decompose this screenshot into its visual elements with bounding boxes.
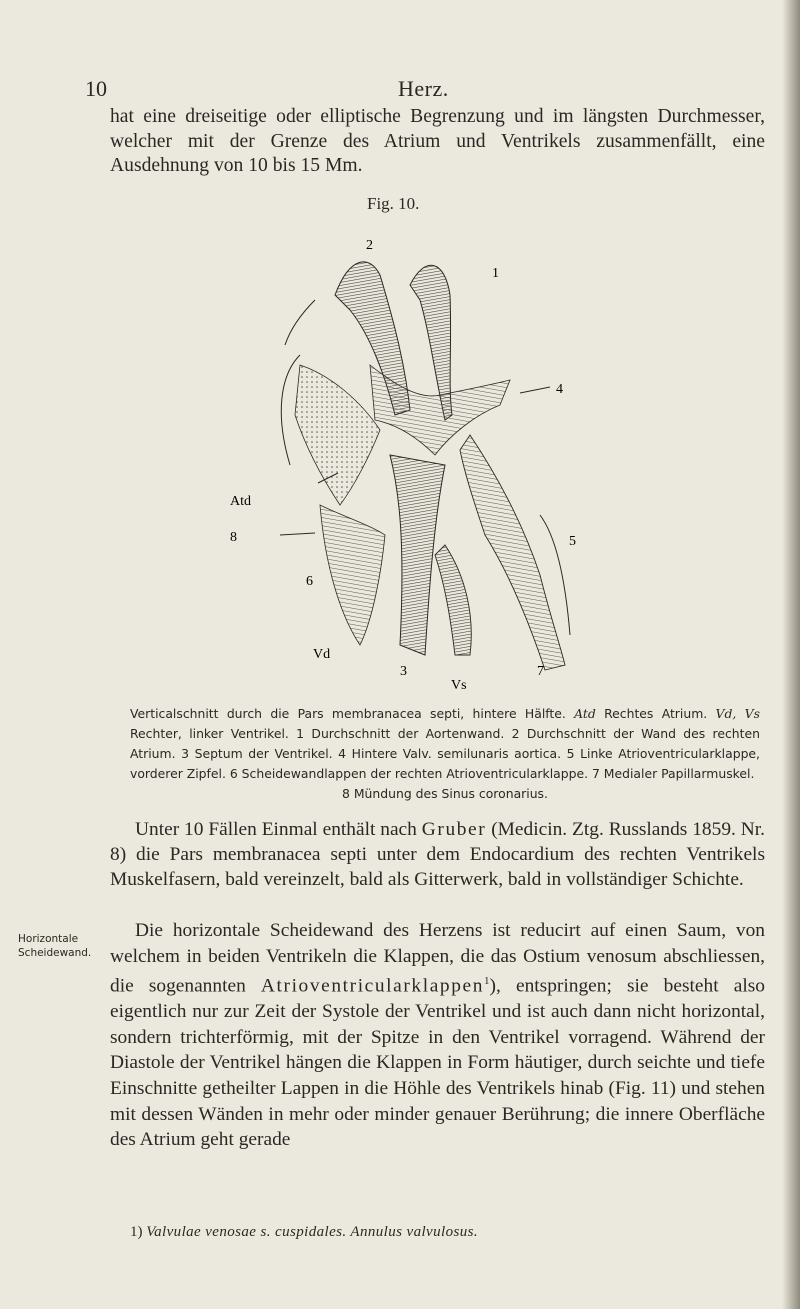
caption-part-2: Rechtes Atrium. bbox=[604, 706, 708, 721]
figure-label-vs: Vs bbox=[451, 678, 467, 693]
paragraph-3-a: Die horizontale Scheidewand des Herzens ist reducirt auf einen Saum, von welchem in beiden Ventrikeln die Klappen, die das Ostium venosum abschliessen, die sogenannten bbox=[110, 920, 765, 997]
caption-part-1: Verticalschnitt durch die Pars membranacea septi, hintere Hälfte. bbox=[130, 706, 566, 721]
paragraph-2 bbox=[110, 818, 765, 892]
footnote-text: Valvulae venosae s. cuspidales. Annulus valvulosus. bbox=[146, 1224, 478, 1240]
caption-part-3: Rechter, linker Ventrikel. 1 Durchschnitt der Aortenwand. 2 Durchschnitt der Wand des rechten Atrium. 3 Septum der Ventrikel. 4 Hintere Valv. semilunaris aortica. 5 Linke Atrioventricularklappe, vorderer Zipfel. 6 Scheidewandlappen der rechten Atrioventricularklappe. 7 Medialer Papillarmuskel. bbox=[130, 726, 760, 781]
left-ventricle-tissue bbox=[460, 435, 565, 670]
figure-label: Fig. 10. bbox=[367, 194, 420, 213]
footnote-mark: 1) bbox=[130, 1224, 143, 1240]
figure-label-8: 8 bbox=[230, 530, 237, 545]
footnote-ref: 1 bbox=[484, 975, 490, 988]
margin-note: Horizontale Scheidewand. bbox=[18, 933, 92, 959]
figure-label-5: 5 bbox=[569, 534, 576, 549]
footnote bbox=[130, 1224, 478, 1241]
atrium-tissue bbox=[295, 365, 380, 505]
author-gruber: Gruber bbox=[421, 819, 487, 840]
figure-label-4: 4 bbox=[556, 382, 563, 397]
figure-label-1: 1 bbox=[492, 266, 499, 281]
figure-caption bbox=[130, 704, 760, 804]
papillary-muscle bbox=[435, 545, 471, 655]
paragraph-2-b: (Medicin. Ztg. Russlands 1859. Nr. 8) die Pars membranacea septi unter dem Endocardium des rechten Ventrikels Muskelfasern, bald vereinzelt, bald als Gitterwerk, bald in vollständiger Schichte. bbox=[110, 819, 766, 890]
figure-10-illustration bbox=[220, 215, 600, 695]
figure-label-6: 6 bbox=[306, 574, 313, 589]
figure-label-atd: Atd bbox=[230, 494, 251, 509]
paragraph-3-b: , entspringen; sie besteht also eigentlich nur zur Zeit der Systole der Ventrikel und ist auch dann nicht horizontal, sondern trichterförmig, mit der Spitze in den Ventrikel vorragend. Während der Diastole der Ventrikel hängen die Klappen in Form häutiger, durch seichte und tiefe Einschnitte getheilter Lappen in die Höhle des Ventrikels hinab (Fig. 11) und stehen mit dessen Wänden in mehr oder minder genauer Berührung; die innere Oberfläche des Atrium geht gerade bbox=[110, 975, 765, 1151]
caption-vd-vs: Vd, Vs bbox=[715, 706, 760, 721]
paragraph-2-a: Unter 10 Fällen Einmal enthält nach bbox=[135, 819, 417, 840]
caption-part-4: 8 Mündung des Sinus coronarius. bbox=[342, 786, 548, 801]
figure-label-7: 7 bbox=[537, 664, 544, 679]
figure-label-vd: Vd bbox=[313, 647, 331, 662]
figure-label-3: 3 bbox=[400, 664, 407, 679]
running-head: Herz. bbox=[398, 76, 449, 101]
term-atrioventricularklappen: Atrioventricularklappen bbox=[260, 975, 485, 997]
page-edge-shadow bbox=[782, 0, 800, 1309]
right-ventricle-tissue bbox=[320, 505, 385, 645]
caption-atd: Atd bbox=[574, 706, 596, 721]
page-number: 10 bbox=[85, 76, 107, 101]
paragraph-3: Die horizontale Scheidewand des Herzens ist reducirt auf einen Saum, von welchem in beiden Ventrikeln die Klappen, die das Ostium venosum abschliessen, die sogenannten Atrioventricularklappen$^1$), entspringen; sie besteht also eigentlich nur zur Zeit der Systole der Ventrikel und ist auch dann nicht horizontal, sondern trichterförmig, mit der Spitze in den Ventrikel vorragend. Während der Diastole der Ventrikel hängen die Klappen in Form häutiger, durch seichte und tiefe Einschnitte getheilter Lappen in die Höhle des Ventrikels hinab (Fig. 11) und stehen mit dessen Wänden in mehr oder minder genauer Berührung; die innere Oberfläche des Atrium geht gerade bbox=[110, 920, 765, 1151]
figure-label-2: 2 bbox=[366, 238, 373, 253]
paragraph-1: hat eine dreiseitige oder elliptische Begrenzung und im längsten Durchmesser, welcher mit der Grenze des Atrium und Ventrikels zusammenfällt, eine Ausdehnung von 10 bis 15 Mm. bbox=[110, 106, 765, 176]
